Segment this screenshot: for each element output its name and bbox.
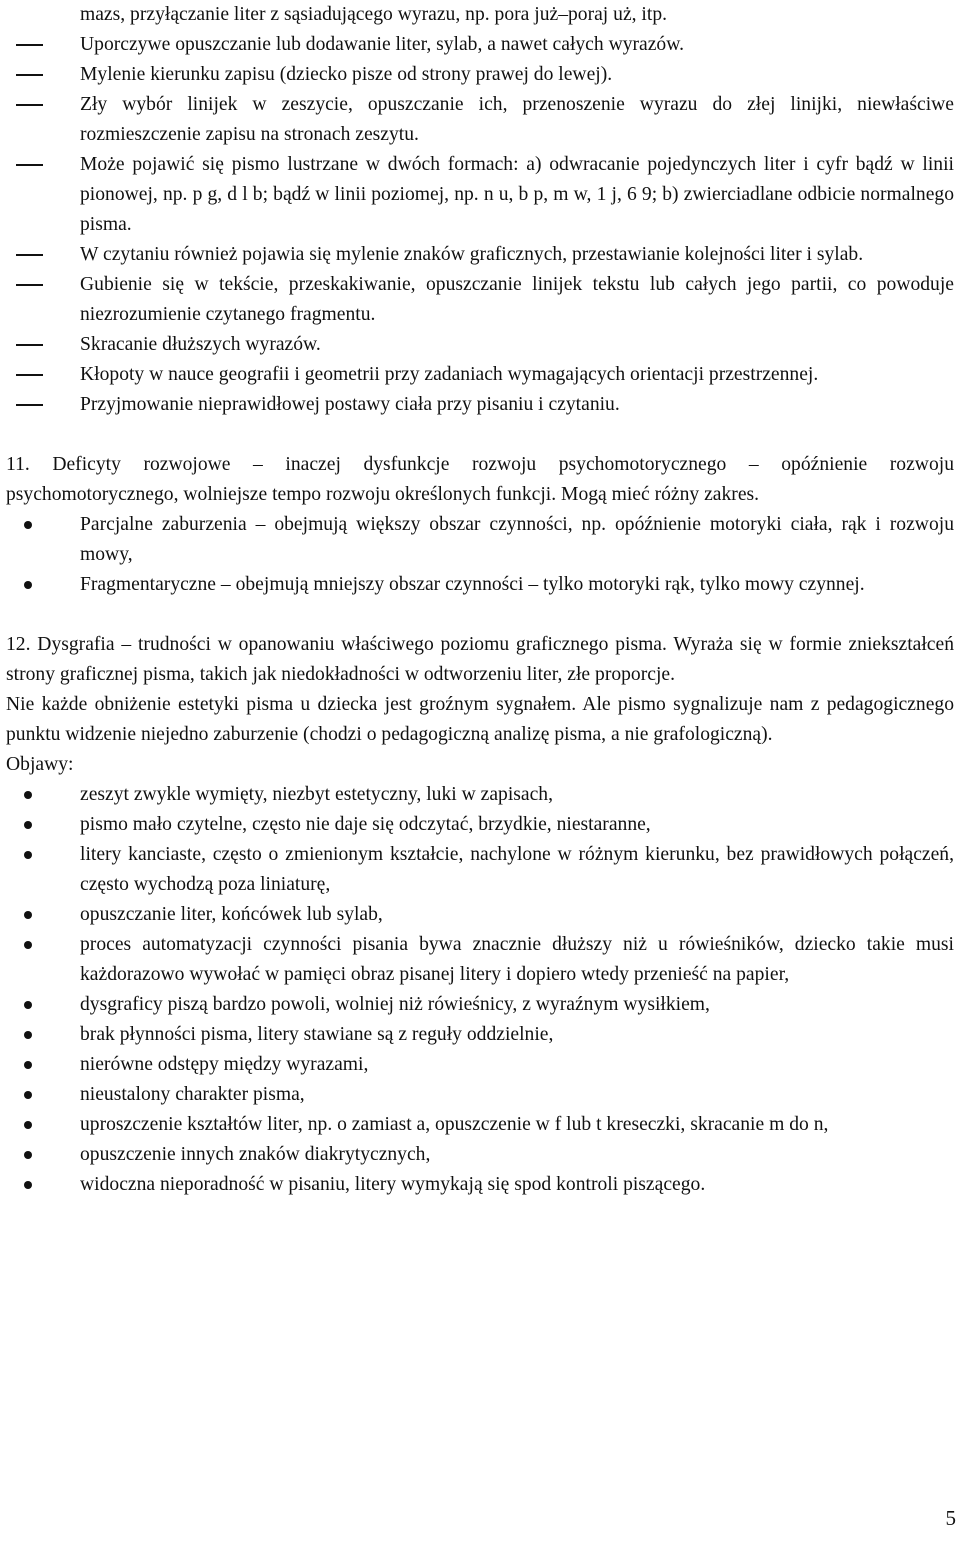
bullet-list-item [6, 1140, 954, 1170]
bullet-marker-icon [24, 581, 32, 589]
bullet-list-item [6, 510, 954, 570]
bullet-item-text: opuszczanie liter, końcówek lub sylab, [80, 904, 383, 925]
dash-marker-icon [16, 74, 43, 76]
dash-marker-icon [16, 284, 43, 286]
bullet-marker-icon [24, 1061, 32, 1069]
bullet-list-item [6, 1170, 954, 1200]
symptoms-label: Objawy: [6, 754, 74, 775]
bullet-item-text: opuszczenie innych znaków diakrytycznych, [80, 1144, 431, 1165]
dash-list-item [6, 330, 954, 360]
bullet-marker-icon [24, 851, 32, 859]
dash-marker-icon [16, 404, 43, 406]
dash-marker-icon [16, 104, 43, 106]
bullet-list-item [6, 570, 954, 600]
bullet-marker-icon [24, 1151, 32, 1159]
dash-list-item [6, 360, 954, 390]
bullet-list-item [6, 1050, 954, 1080]
dash-item-text: Zły wybór linijek w zeszycie, opuszczanie ich, przenoszenie wyrazu do złej linijki, niewłaściwe rozmieszczenie zapisu na stronach zeszytu. [80, 94, 954, 145]
bullet-list-item [6, 840, 954, 900]
bullet-item-text: dysgraficy piszą bardzo powoli, wolniej niż rówieśnicy, z wyraźnym wysiłkiem, [80, 994, 710, 1015]
dash-list-item [6, 90, 954, 150]
section-12-paragraph: Nie każde obniżenie estetyki pisma u dziecka jest groźnym sygnałem. Ale pismo sygnalizuje nam z pedagogicznego punktu widzenie niejedno zaburzenie (chodzi o pedagogiczną analizę pisma, a nie grafologiczną). [6, 694, 954, 745]
bullet-list-item [6, 1020, 954, 1050]
dash-list-item [6, 270, 954, 330]
bullet-item-text: nieustalony charakter pisma, [80, 1084, 305, 1105]
dash-item-text: Mylenie kierunku zapisu (dziecko pisze od strony prawej do lewej). [80, 64, 613, 85]
section-11-bullet-list [6, 510, 954, 600]
bullet-item-text: zeszyt zwykle wymięty, niezbyt estetyczny, luki w zapisach, [80, 784, 553, 805]
dash-list-item [6, 390, 954, 420]
bullet-marker-icon [24, 821, 32, 829]
dash-item-text: W czytaniu również pojawia się mylenie znaków graficznych, przestawianie kolejności liter i sylab. [80, 244, 864, 265]
bullet-marker-icon [24, 1181, 32, 1189]
symptoms-bullet-list [6, 780, 954, 1200]
bullet-list-item [6, 1110, 954, 1140]
bullet-item-text: widoczna nieporadność w pisaniu, litery wymykają się spod kontroli piszącego. [80, 1174, 706, 1195]
page-number: 5 [945, 1506, 956, 1530]
dash-item-text: Gubienie się w tekście, przeskakiwanie, opuszczanie linijek tekstu lub całych jego partii, co powoduje niezrozumienie czytanego fragmentu. [80, 274, 954, 325]
dash-item-text: Skracanie dłuższych wyrazów. [80, 334, 321, 355]
bullet-list-item [6, 930, 954, 990]
bullet-marker-icon [24, 791, 32, 799]
bullet-list-item [6, 810, 954, 840]
dash-marker-icon [16, 374, 43, 376]
bullet-list-item [6, 1080, 954, 1110]
dash-item-text: Przyjmowanie nieprawidłowej postawy ciała przy pisaniu i czytaniu. [80, 394, 620, 415]
dash-list-item [6, 150, 954, 240]
bullet-marker-icon [24, 1031, 32, 1039]
bullet-marker-icon [24, 941, 32, 949]
section-12-intro: 12. Dysgrafia – trudności w opanowaniu właściwego poziomu graficznego pisma. Wyraża się w formie zniekształceń strony graficznej pisma, takich jak niedokładności w odtworzeniu liter, złe proporcje. [6, 634, 954, 685]
dash-marker-icon [16, 254, 43, 256]
dash-marker-icon [16, 164, 43, 166]
bullet-marker-icon [24, 911, 32, 919]
dash-item-text: Kłopoty w nauce geografii i geometrii przy zadaniach wymagających orientacji przestrzennej. [80, 364, 819, 385]
bullet-marker-icon [24, 1091, 32, 1099]
dash-item-text: Uporczywe opuszczanie lub dodawanie liter, sylab, a nawet całych wyrazów. [80, 34, 685, 55]
bullet-list-item [6, 780, 954, 810]
bullet-list-item [6, 900, 954, 930]
dash-section [6, 0, 954, 420]
bullet-item-text: uproszczenie kształtów liter, np. o zamiast a, opuszczenie w f lub t kreseczki, skracanie m do n, [80, 1114, 829, 1135]
bullet-marker-icon [24, 1001, 32, 1009]
dash-list-item [6, 240, 954, 270]
bullet-item-text: litery kanciaste, często o zmienionym kształcie, nachylone w różnym kierunku, bez prawidłowych połączeń, często wychodzą poza liniaturę, [80, 844, 954, 895]
bullet-list-item [6, 990, 954, 1020]
bullet-marker-icon [24, 1121, 32, 1129]
dash-marker-icon [16, 344, 43, 346]
section-11 [6, 450, 954, 600]
section-12 [6, 630, 954, 1200]
dash-list-item [6, 30, 954, 60]
dash-item-text: Może pojawić się pismo lustrzane w dwóch formach: a) odwracanie pojedynczych liter i cyfr bądź w linii pionowej, np. p g, d l b; bądź w linii poziomej, np. n u, b p, m w, 1 j, 6 9; b) zwierciadlane odbicie normalnego pisma. [80, 154, 954, 235]
bullet-item-text: Fragmentaryczne – obejmują mniejszy obszar czynności – tylko motoryki rąk, tylko mowy czynnej. [80, 574, 865, 595]
continuation-line: mazs, przyłączanie liter z sąsiadującego wyrazu, np. pora już–poraj uż, itp. [80, 4, 668, 25]
dash-marker-icon [16, 44, 43, 46]
bullet-item-text: Parcjalne zaburzenia – obejmują większy obszar czynności, np. opóźnienie motoryki ciała, rąk i rozwoju mowy, [80, 514, 954, 565]
section-11-intro: 11. Deficyty rozwojowe – inaczej dysfunkcje rozwoju psychomotorycznego – opóźnienie rozwoju psychomotorycznego, wolniejsze tempo rozwoju określonych funkcji. Mogą mieć różny zakres. [6, 454, 954, 505]
bullet-marker-icon [24, 521, 32, 529]
bullet-item-text: brak płynności pisma, litery stawiane są z reguły oddzielnie, [80, 1024, 554, 1045]
bullet-item-text: proces automatyzacji czynności pisania bywa znacznie dłuższy niż u rówieśników, dziecko takie musi każdorazowo wywołać w pamięci obraz pisanej litery i dopiero wtedy przenieść na papier, [80, 934, 954, 985]
dash-list [6, 30, 954, 420]
dash-list-item [6, 60, 954, 90]
bullet-item-text: pismo mało czytelne, często nie daje się odczytać, brzydkie, niestaranne, [80, 814, 651, 835]
bullet-item-text: nierówne odstępy między wyrazami, [80, 1054, 369, 1075]
